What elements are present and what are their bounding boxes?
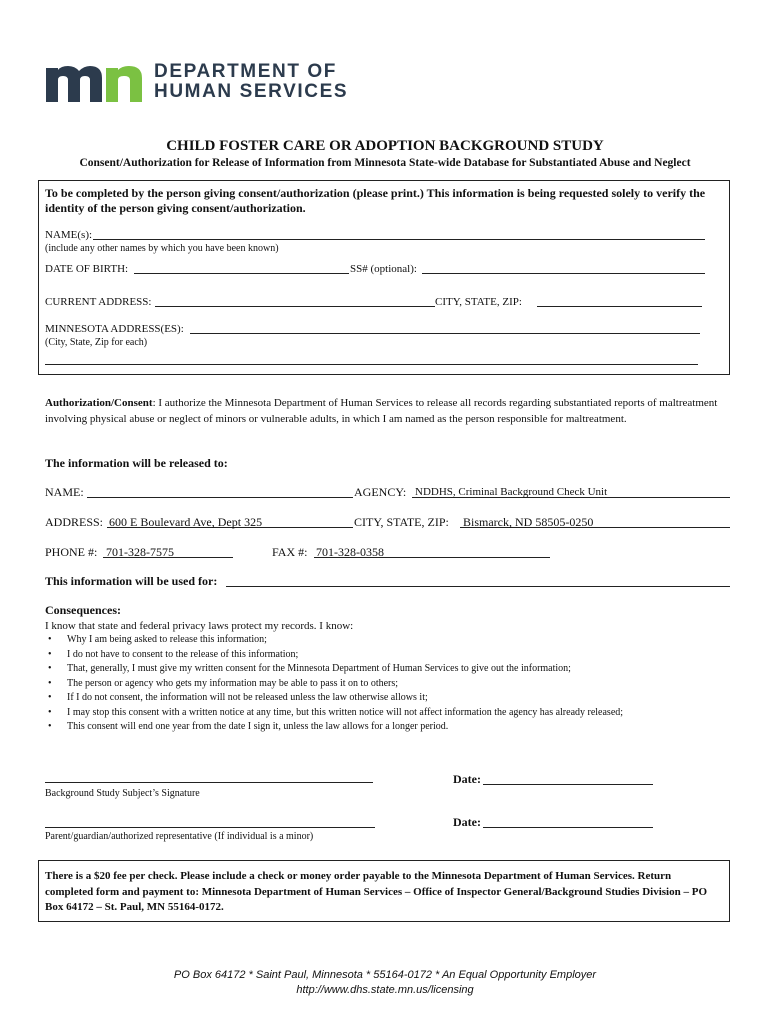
logo-m-shape [46, 66, 102, 102]
agency-value: NDDHS, Criminal Background Check Unit [415, 486, 608, 498]
release-heading: The information will be released to: [45, 456, 228, 470]
logo-line1: DEPARTMENT OF [154, 61, 337, 82]
mn-address-label: MINNESOTA ADDRESS(ES): [45, 323, 184, 335]
logo-n-shape [106, 66, 142, 102]
parent-date-field[interactable] [483, 827, 653, 828]
ssn-field[interactable] [422, 273, 705, 274]
logo-wordmark [154, 62, 348, 102]
subject-date-field[interactable] [483, 784, 653, 785]
consequence-item: • I may stop this consent with a written notice at any time, but this written notice will not affect information the agency has already released; [45, 706, 735, 721]
mn-address-field[interactable] [190, 333, 700, 334]
consequence-item: • The person or agency who gets my information may be able to pass it on to others; [45, 677, 735, 692]
footer-url[interactable]: http://www.dhs.state.mn.us/licensing [296, 984, 474, 996]
mn-address-field-2[interactable] [45, 364, 698, 365]
names-label: NAME(s): [45, 229, 93, 241]
fax-label: FAX #: [272, 545, 308, 559]
fee-notice-text: There is a $20 fee per check. Please include a check or money order payable to the Minnesota Department of Human Services. Return completed form and payment to: Minnesota Department of Human Services – Office of Inspector General/Background Studies Division – PO Box 64172 – St. Paul, MN 55164-0172. [45, 870, 707, 913]
subject-signature-field[interactable] [45, 782, 373, 783]
parent-signature-field[interactable] [45, 827, 375, 828]
parent-signature-label: Parent/guardian/authorized representative (If individual is a minor) [45, 831, 314, 842]
city-field[interactable] [537, 306, 702, 307]
use-field[interactable] [226, 586, 730, 587]
consequence-item: • I do not have to consent to the release of this information; [45, 648, 735, 663]
release-address-label: ADDRESS: [45, 515, 104, 529]
consequence-item: • That, generally, I must give my written consent for the Minnesota Department of Human Services to give out the information; [45, 662, 735, 677]
ssn-label: SS# (optional): [350, 263, 417, 275]
subject-signature-label: Background Study Subject’s Signature [45, 788, 200, 799]
phone-value: 701-328-7575 [106, 545, 174, 559]
city-label: CITY, STATE, ZIP: [435, 296, 522, 308]
names-hint: (include any other names by which you have been known) [45, 243, 279, 254]
parent-date-label: Date: [453, 815, 481, 829]
consequence-item: • Why I am being asked to release this information; [45, 633, 735, 648]
agency-label: AGENCY: [354, 485, 407, 499]
release-address-value: 600 E Boulevard Ave, Dept 325 [109, 515, 263, 529]
dob-field[interactable] [134, 273, 349, 274]
release-city-value: Bismarck, ND 58505-0250 [463, 515, 594, 529]
consequences-intro: I know that state and federal privacy laws protect my records. I know: [45, 620, 354, 632]
dob-label: DATE OF BIRTH: [45, 263, 129, 275]
consequences-heading: Consequences: [45, 603, 122, 617]
instructions-text: To be completed by the person giving consent/authorization (please print.) This information is being requested solely to verify the identity of the person giving consent/authorization. [45, 186, 706, 215]
consequence-item: • If I do not consent, the information will not be released unless the law otherwise allows it; [45, 691, 735, 706]
names-field[interactable] [93, 239, 705, 240]
form-title: CHILD FOSTER CARE OR ADOPTION BACKGROUND STUDY [166, 138, 604, 154]
mn-address-hint: (City, State, Zip for each) [45, 337, 148, 348]
logo-line2: HUMAN SERVICES [154, 81, 349, 102]
use-label: This information will be used for: [45, 574, 218, 588]
release-name-field[interactable] [87, 497, 353, 498]
form-subtitle: Consent/Authorization for Release of Information from Minnesota State-wide Database for Substantiated Abuse and Neglect [79, 157, 691, 169]
address-field[interactable] [155, 306, 435, 307]
fax-value: 701-328-0358 [316, 545, 384, 559]
consequences-list [45, 633, 735, 735]
release-name-label: NAME: [45, 485, 84, 499]
footer-address: PO Box 64172 * Saint Paul, Minnesota * 55164-0172 * An Equal Opportunity Employer [173, 969, 597, 981]
authorization-heading: Authorization/Consent [45, 397, 153, 409]
address-label: CURRENT ADDRESS: [45, 296, 152, 308]
subject-date-label: Date: [453, 772, 481, 786]
consequence-item: • This consent will end one year from the date I sign it, unless the law allows for a longer period. [45, 720, 735, 735]
release-city-label: CITY, STATE, ZIP: [354, 515, 449, 529]
phone-label: PHONE #: [45, 545, 98, 559]
authorization-text: : I authorize the Minnesota Department of Human Services to release all records regarding substantiated reports of maltreatment involving physical abuse or neglect of minors or vulnerable adults, in which I am named as the person responsible for maltreatment. [45, 397, 718, 425]
authorization-paragraph [45, 396, 725, 427]
